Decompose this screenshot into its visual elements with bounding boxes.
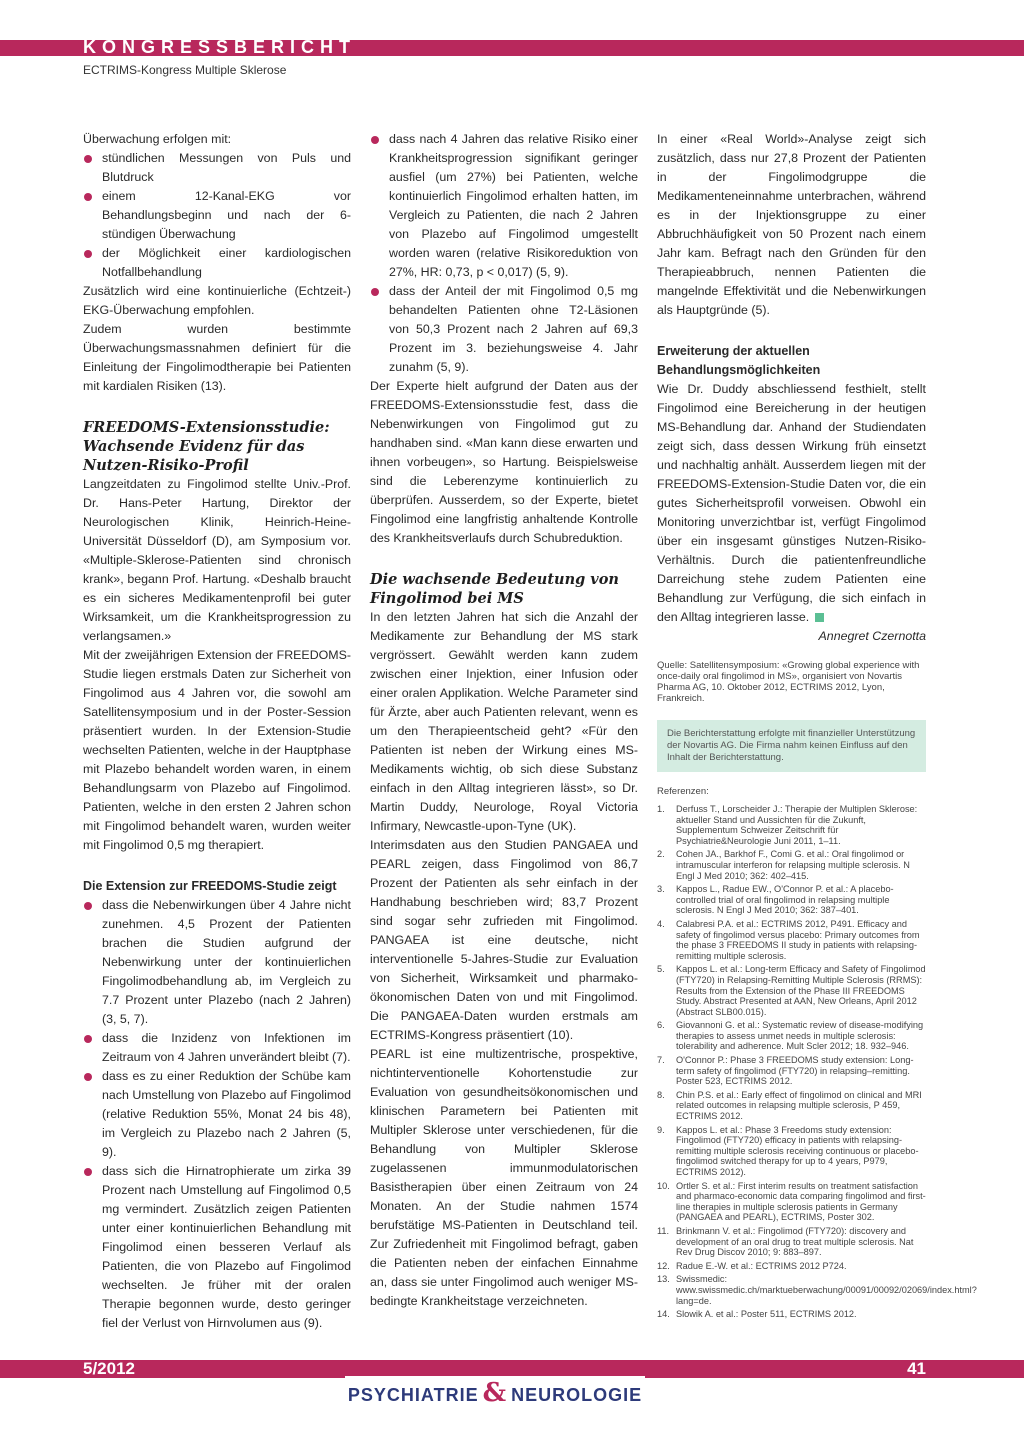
reference-number: 7. bbox=[657, 1055, 665, 1066]
references-list bbox=[657, 804, 977, 1320]
paragraph: In einer «Real World»-Analyse zeigt sich zusätzlich, dass nur 27,8 Prozent der Patienten in der Fingolimodgruppe die Medikamenteneinnahme unterbrachen, während es in der Injektionsgruppe zu einer Abbruchhäufigkeit von 50 Prozent nach einem Jahr kam. Befragt nach den Gründen für den Therapieabbruch, nennen Patienten die mangelnde Effektivität und die Nebenwirkungen als Hauptgründe (5). bbox=[657, 132, 926, 317]
reference-text: Slowik A. et al.: Poster 511, ECTRIMS 2012. bbox=[676, 1309, 857, 1320]
list-item: stündlichen Messungen von Puls und Blutdruck bbox=[83, 149, 351, 187]
reference-item bbox=[657, 804, 926, 846]
reference-number: 3. bbox=[657, 884, 665, 895]
author-name: Annegret Czernotta bbox=[818, 629, 926, 643]
list-item: dass sich die Hirnatrophierate um zirka 39 Prozent nach Umstellung auf Fingolimod 0,5 mg vermindert. Zusätzlich zeigen Patienten unter einer kontinuierlichen Behandlung mit Fingolimod einen besseren Verlauf als Patienten, die von Plazebo auf Fingolimod wechselten. Je früher mit der oralen Therapie begonnen wurde, desto geringer fiel der Verlust von Hirnvolumen aus (9). bbox=[83, 1162, 351, 1333]
section-heading: Die wachsende Bedeutung von Fingolimod bei MS bbox=[370, 571, 619, 607]
reference-item bbox=[657, 1261, 926, 1272]
logo-right: NEUROLOGIE bbox=[511, 1385, 643, 1405]
reference-text: Ortler S. et al.: First interim results on treatment satisfaction and pharmaco-economic data comparing fingolimod and first-line therapies in multiple sclerosis patients in Germany (PANGAEA and PEARL), ECTRIMS, Poster 302. bbox=[676, 1180, 926, 1223]
list-item: dass die Nebenwirkungen über 4 Jahre nicht zunehmen. 4,5 Prozent der Patienten brachen die Studien aufgrund der Nebenwirkung unter der kontinuierlichen Fingolimodbehandlung ab, im Vergleich zu 7.7 Prozent unter Plazebo (nach 2 Jahren) (3, 5, 7). bbox=[83, 896, 351, 1029]
reference-text: Brinkmann V. et al.: Fingolimod (FTY720): discovery and development of an oral drug to treat multiple sclerosis. Nat Rev Drug Discov 2010; 9: 883–897. bbox=[676, 1225, 914, 1258]
reference-number: 8. bbox=[657, 1089, 665, 1100]
reference-text: Giovannoni G. et al.: Systematic review of disease-modifying therapies to assess unmet needs in multiple sclerosis: tolerability and adherence. Mult Scler 2012; 18. 932–946. bbox=[676, 1020, 924, 1052]
paragraph: Der Experte hielt aufgrund der Daten aus der FREEDOMS-Extensionsstudie fest, dass die Nebenwirkungen von Fingolimod gut zu handhaben sind. «Man kann diese erwarten und ihnen vorbeugen», so Hartung. Beispielsweise sind die Leberenzyme kontinuierlich zu überprüfen. Ausserdem, so der Experte, bietet Fingolimod eine langfristig anhaltende Kontrolle des Krankheitsverlaufs durch Schubreduktion. bbox=[370, 379, 638, 545]
reference-text: Kappos L. et al.: Phase 3 Freedoms study extension: Fingolimod (FTY720) efficacy in patients with relapsing-remitting multiple sclerosis receiving continuous or placebo-fingolimod switched therapy for up to 4 years, P979, ECTRIMS 2012). bbox=[676, 1124, 919, 1177]
list-item: dass der Anteil der mit Fingolimod 0,5 mg behandelten Patienten ohne T2-Läsionen von 50,3 Prozent nach 2 Jahren auf 69,3 Prozent im 3. beziehungsweise 4. Jahr zunahm (5, 9). bbox=[370, 282, 638, 377]
reference-item bbox=[657, 1125, 926, 1178]
paragraph: Langzeitdaten zu Fingolimod stellte Univ.-Prof. Dr. Hans-Peter Hartung, Direktor der Neurologischen Klinik, Heinrich-Heine-Universität Düsseldorf (D), am Symposium vor. «Multiple-Sklerose-Patienten sind chronisch krank», begann Prof. Hartung. «Deshalb braucht es ein sicheres Medikamentenprofil bei guter Wirksamkeit, um die Krankheitsprogression zu verlangsamen.» bbox=[83, 477, 351, 643]
reference-number: 4. bbox=[657, 918, 665, 929]
list-item: dass es zu einer Reduktion der Schübe kam nach Umstellung von Plazebo auf Fingolimod (relative Reduktion 55%, Monat 24 bis 48), im Vergleich zu Plazebo nach 2 Jahren (5, 9). bbox=[83, 1067, 351, 1162]
monitoring-list bbox=[83, 149, 351, 282]
reference-number: 11. bbox=[657, 1225, 670, 1236]
reference-item bbox=[657, 1274, 977, 1306]
intro-text: Überwachung erfolgen mit: bbox=[83, 132, 232, 146]
reference-item bbox=[657, 1226, 926, 1258]
reference-number: 10. bbox=[657, 1180, 670, 1191]
findings-list-continued bbox=[370, 130, 638, 377]
column-2 bbox=[370, 130, 638, 1311]
reference-text: Swissmedic: www.swissmedic.ch/marktueberwachung/00091/00092/02069/index.html?lang=de. bbox=[676, 1274, 977, 1306]
logo-left: PSYCHIATRIE bbox=[347, 1385, 479, 1405]
reference-text: Kappos L., Radue EW., O'Connor P. et al.: A placebo-controlled trial of oral fingolimod in relapsing multiple sclerosis. N Engl J Med 2010; 362: 387–401. bbox=[676, 884, 894, 916]
reference-number: 13. bbox=[657, 1274, 670, 1285]
page-number: 41 bbox=[907, 1359, 926, 1378]
reference-item bbox=[657, 1181, 926, 1223]
reference-item bbox=[657, 884, 926, 916]
reference-number: 9. bbox=[657, 1124, 665, 1135]
section-heading: FREEDOMS-Extensionsstudie: Wachsende Evidenz für das Nutzen-Risiko-Profil bbox=[83, 419, 330, 474]
reference-number: 6. bbox=[657, 1020, 665, 1031]
reference-text: Chin P.S. et al.: Early effect of fingolimod on clinical and MRI related outcomes in relapsing multiple sclerosis, P 459, ECTRIMS 2012. bbox=[676, 1089, 922, 1122]
reference-text: Cohen JA., Barkhof F., Comi G. et al.: Oral fingolimod or intramuscular interferon for relapsing multiple sclerosis. N Engl J Med 2010; 362: 402–415. bbox=[676, 849, 910, 881]
paragraph: Mit der zweijährigen Extension der FREEDOMS-Studie liegen erstmals Daten zur Sicherheit von Fingolimod aus 4 Jahren vor, die sowohl am Satellitensymposium und in der Poster-Session präsentiert wurden. In der Extension-Studie wechselten Patienten, welche in der Hauptphase mit Plazebo behandelt worden waren, in einem Behandlungsarm von Plazebo auf Fingolimod. Patienten, welche in den ersten 2 Jahren schon mit Fingolimod behandelt waren, wurden weiter mit Fingolimod 0,5 mg therapiert. bbox=[83, 648, 351, 852]
reference-item bbox=[657, 1309, 926, 1320]
reference-item bbox=[657, 1055, 926, 1087]
reference-number: 14. bbox=[657, 1309, 670, 1320]
reference-item bbox=[657, 964, 926, 1017]
reference-number: 12. bbox=[657, 1260, 670, 1271]
paragraph: Zusätzlich wird eine kontinuierliche (Echtzeit-) EKG-Überwachung empfohlen. bbox=[83, 284, 351, 317]
issue-number: 5/2012 bbox=[83, 1359, 135, 1378]
reference-number: 2. bbox=[657, 849, 665, 860]
logo-ampersand: & bbox=[482, 1378, 508, 1408]
reference-number: 1. bbox=[657, 804, 665, 814]
reference-item bbox=[657, 1090, 926, 1122]
column-3 bbox=[657, 130, 977, 1323]
subsection-heading: Erweiterung der aktuellen Behandlungsmöglichkeiten bbox=[657, 344, 821, 377]
closing-text: Wie Dr. Duddy abschliessend festhielt, stellt Fingolimod eine Bereicherung in der heutigen MS-Behandlung dar. Anhand der Studiendaten zeigt sich, dass dessen Wirkung früh einsetzt und nachhaltig anhält. Ausserdem liegen mit der FREEDOMS-Extension-Studie Daten vor, die ein gutes Sicherheitsprofil vorweisen. Obwohl ein Monitoring unverzichtbar ist, verfügt Fingolimod über ein insgesamt günstiges Nutzen-Risiko-Verhältnis. Durch die patientenfreundliche Darreichung stehe zudem Patienten eine Behandlung zur Verfügung, die sich einfach in den Alltag integrieren lasse. bbox=[657, 382, 926, 624]
list-item: dass nach 4 Jahren das relative Risiko einer Krankheitsprogression signifikant geringer ausfiel (um 27%) bei Patienten, welche kontinuierlich Fingolimod erhalten hatten, im Vergleich zu Patienten, die nach 2 Jahren von Plazebo auf Fingolimod umgestellt worden waren (relative Risikoreduktion von 27%, HR: 0,73, p < 0,017) (5, 9). bbox=[370, 130, 638, 282]
journal-logo bbox=[345, 1376, 645, 1414]
reference-number: 5. bbox=[657, 964, 665, 975]
reference-text: Calabresi P.A. et al.: ECTRIMS 2012, P491. Efficacy and safety of fingolimod versus placebo: Primary outcomes from the phase 3 FREEDOMS II study in patients with relapsing-remitting multiple sclerosis. bbox=[676, 918, 920, 961]
source-note: Quelle: Satellitensymposium: «Growing global experience with once-daily oral fingolimod in MS», organisiert von Novartis Pharma AG, 10. Oktober 2012, ECTRIMS 2012, Lyon, Frankreich. bbox=[657, 660, 920, 704]
reference-text: Kappos L. et al.: Long-term Efficacy and Safety of Fingolimod (FTY720) in Relapsing-Remitting Multiple Sclerosis (RRMS): Results from the Extension of the Phase III FREEDOMS Study. Abstract Presented at AAN, New Orleans, April 2012 (Abstract SLB00.015). bbox=[676, 964, 926, 1017]
references-title: Referenzen: bbox=[657, 786, 709, 797]
list-item: dass die Inzidenz von Infektionen im Zeitraum von 4 Jahren unverändert bleibt (7). bbox=[83, 1029, 351, 1067]
section-kicker: KONGRESSBERICHT bbox=[83, 37, 357, 57]
paragraph: Interimsdaten aus den Studien PANGAEA und PEARL zeigen, dass Fingolimod von 86,7 Prozent der Patienten als sehr einfach in der Handhabung beschrieben wird; 83,7 Prozent sind sogar sehr zufrieden mit Fingolimod. PANGAEA ist eine deutsche, nicht interventionelle 5-Jahres-Studie zur Evaluation von Sicherheit, Wirksamkeit und pharmako-ökonomischen Daten von und mit Fingolimod. Die PANGAEA-Daten wurden erstmals am ECTRIMS-Kongress präsentiert (10). bbox=[370, 838, 638, 1042]
column-1 bbox=[83, 130, 351, 1333]
paragraph bbox=[657, 380, 926, 627]
end-mark-icon bbox=[815, 613, 824, 622]
paragraph: PEARL ist eine multizentrische, prospektive, nichtinterventionelle Kohortenstudie zur Evaluation von gesundheitsökonomischen und klinischen Parametern bei Patienten mit Multipler Sklerose unter verschiedenen, für die Behandlung von Multipler Sklerose zugelassenen immunmodulatorischen Basistherapien über einen Zeitraum von 24 Monaten. An der Studie nahmen 1574 berufstätige MS-Patienten in Deutschland teil. Zur Zufriedenheit mit Fingolimod befragt, gaben die Patienten neben der einfachen Einnahme an, dass sie unter Fingolimod auch weniger MS-bedingte Krankheitstage verzeichneten. bbox=[370, 1047, 638, 1308]
reference-item bbox=[657, 849, 926, 881]
reference-item bbox=[657, 1020, 926, 1052]
reference-item bbox=[657, 919, 926, 961]
reference-text: Radue E.-W. et al.: ECTRIMS 2012 P724. bbox=[676, 1260, 847, 1271]
reference-text: Derfuss T., Lorscheider J.: Therapie der Multiplen Sklerose: aktueller Stand und Aussichten für die Zukunft, Supplementum Schweizer Zeitschrift für Psychiatrie&Neurologie Juni 2011, 1–11. bbox=[676, 804, 918, 846]
list-item: einem 12-Kanal-EKG vor Behandlungsbeginn und nach der 6-stündigen Überwachung bbox=[83, 187, 351, 244]
sponsor-box: Die Berichterstattung erfolgte mit finanzieller Unterstützung der Novartis AG. Die Firma nahm keinen Einfluss auf den Inhalt der Berichterstattung. bbox=[657, 720, 926, 772]
reference-text: O'Connor P.: Phase 3 FREEDOMS study extension: Long-term safety of fingolimod (FTY720) in relapsing–remitting. Poster 523, ECTRIMS 2012. bbox=[676, 1055, 914, 1087]
section-subtitle: ECTRIMS-Kongress Multiple Sklerose bbox=[83, 63, 287, 77]
subsection-heading: Die Extension zur FREEDOMS-Studie zeigt bbox=[83, 879, 337, 893]
list-item: der Möglichkeit einer kardiologischen Notfallbehandlung bbox=[83, 244, 351, 282]
paragraph: In den letzten Jahren hat sich die Anzahl der Medikamente zur Behandlung der MS stark vergrössert. Gewählt werden kann zudem zwischen einer Injektion, einer Infusion oder einer oralen Applikation. Welche Parameter sind für Ärzte, aber auch Patienten relevant, wenn es um den Therapieentscheid geht? «Für den Patienten ist neben der Wirkung eines MS-Medikaments wichtig, ob sich diese Substanz einfach in den Alltag integrieren lässt», so Dr. Martin Duddy, Neurologe, Royal Victoria Infirmary, Newcastle-upon-Tyne (UK). bbox=[370, 610, 638, 833]
findings-list bbox=[83, 896, 351, 1333]
paragraph: Zudem wurden bestimmte Überwachungsmassnahmen definiert für die Einleitung der Fingolimodtherapie bei Patienten mit kardialen Risiken (13). bbox=[83, 322, 351, 393]
